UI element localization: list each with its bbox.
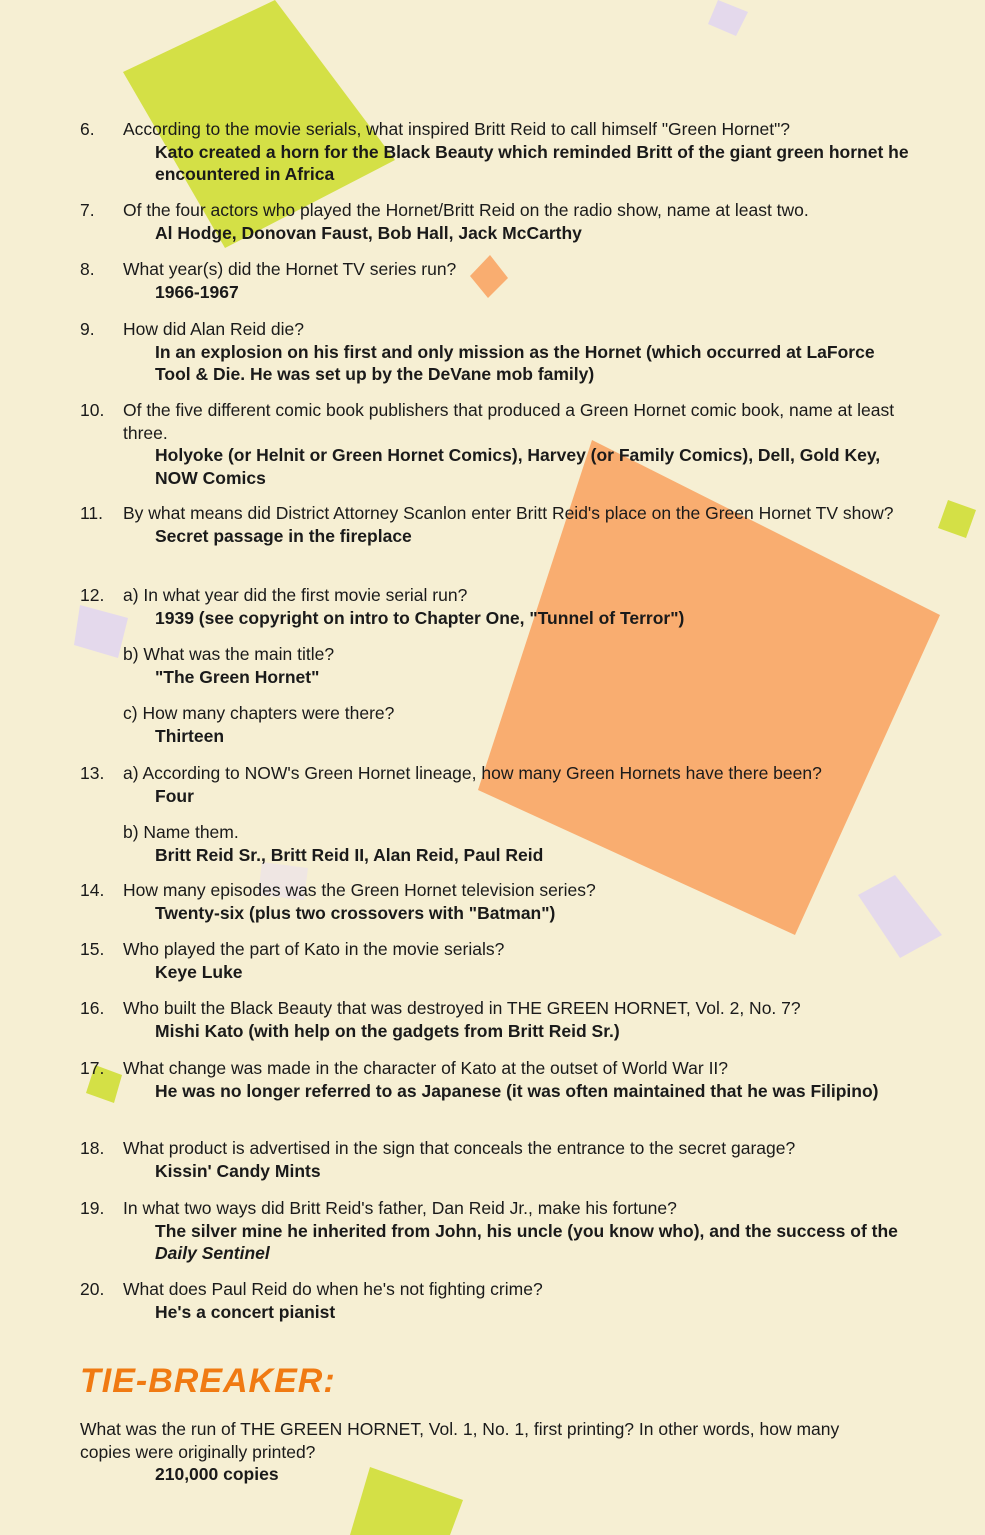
question-item <box>0 1197 985 1265</box>
question-text: Of the five different comic book publishers that produced a Green Hornet comic book, name at least three. <box>123 400 895 443</box>
tiebreaker-answer: 210,000 copies <box>155 1464 279 1484</box>
newspaper-title: Daily Sentinel <box>155 1243 270 1263</box>
question-item <box>0 399 985 489</box>
answer-text: In an explosion on his first and only mission as the Hornet (which occurred at LaForce Tool & Die. He was set up by the DeVane mob family) <box>155 341 875 384</box>
answer-text: 1939 (see copyright on intro to Chapter One, "Tunnel of Terror") <box>155 607 685 628</box>
answer-text: "The Green Hornet" <box>155 666 320 687</box>
question-number: 11. <box>80 503 104 523</box>
question-item <box>0 199 985 244</box>
question-number: 8. <box>80 259 95 279</box>
question-item <box>0 1057 985 1102</box>
question-number: 16. <box>80 998 105 1018</box>
answer-text: Kato created a horn for the Black Beauty which reminded Britt of the giant green hornet he encountered in Africa <box>155 141 909 184</box>
tiebreaker-block <box>80 1418 880 1486</box>
tiebreaker-heading: TIE-BREAKER: <box>80 1362 336 1400</box>
question-text: What product is advertised in the sign that conceals the entrance to the secret garage? <box>123 1138 796 1158</box>
question-item <box>0 938 985 983</box>
lavender-square-shape <box>708 0 748 36</box>
question-text: a) According to NOW's Green Hornet lineage, how many Green Hornets have there been? <box>123 763 822 783</box>
question-item <box>0 1278 985 1323</box>
question-text: What year(s) did the Hornet TV series run? <box>123 259 457 279</box>
answer-text: Thirteen <box>155 725 225 746</box>
question-number: 12. <box>80 585 105 605</box>
answer-text: Al Hodge, Donovan Faust, Bob Hall, Jack McCarthy <box>155 222 582 243</box>
question-text: c) How many chapters were there? <box>123 703 395 723</box>
answer-text: The silver mine he inherited from John, his uncle (you know who), and the success of the Daily Sentinel <box>155 1220 898 1263</box>
question-number: 6. <box>80 119 95 139</box>
question-number: 20. <box>80 1279 105 1299</box>
question-text: a) In what year did the first movie serial run? <box>123 585 468 605</box>
question-text: How many episodes was the Green Hornet television series? <box>123 880 596 900</box>
question-number: 9. <box>80 319 95 339</box>
question-item <box>0 502 985 547</box>
answer-text: Mishi Kato (with help on the gadgets from Britt Reid Sr.) <box>155 1020 620 1041</box>
question-item <box>0 997 985 1042</box>
answer-text: Britt Reid Sr., Britt Reid II, Alan Reid, Paul Reid <box>155 844 544 865</box>
question-text: Who built the Black Beauty that was destroyed in THE GREEN HORNET, Vol. 2, No. 7? <box>123 998 801 1018</box>
question-item <box>0 118 985 186</box>
question-item <box>0 762 985 866</box>
answer-text: He's a concert pianist <box>155 1301 336 1322</box>
answer-text: Twenty-six (plus two crossovers with "Batman") <box>155 902 556 923</box>
answer-text: Keye Luke <box>155 961 243 982</box>
question-item <box>0 584 985 747</box>
answer-text: Secret passage in the fireplace <box>155 525 412 546</box>
tiebreaker-question: What was the run of THE GREEN HORNET, Vol. 1, No. 1, first printing? In other words, how many copies were originally printed? <box>80 1419 840 1462</box>
question-text: What does Paul Reid do when he's not fighting crime? <box>123 1279 543 1299</box>
question-number: 19. <box>80 1198 105 1218</box>
question-number: 13. <box>80 763 105 783</box>
question-number: 15. <box>80 939 105 959</box>
question-item <box>0 1137 985 1182</box>
question-text: Of the four actors who played the Hornet/Britt Reid on the radio show, name at least two. <box>123 200 809 220</box>
answer-text: Four <box>155 785 194 806</box>
question-item <box>0 258 985 303</box>
question-text: In what two ways did Britt Reid's father, Dan Reid Jr., make his fortune? <box>123 1198 677 1218</box>
answer-text: 1966-1967 <box>155 281 239 302</box>
question-text: b) What was the main title? <box>123 644 335 664</box>
question-text: What change was made in the character of Kato at the outset of World War II? <box>123 1058 729 1078</box>
question-number: 7. <box>80 200 95 220</box>
question-item <box>0 879 985 924</box>
question-text: By what means did District Attorney Scanlon enter Britt Reid's place on the Green Hornet TV show? <box>123 503 894 523</box>
question-number: 17. <box>80 1058 105 1078</box>
answer-text: Kissin' Candy Mints <box>155 1160 321 1181</box>
answer-text: He was no longer referred to as Japanese (it was often maintained that he was Filipino) <box>155 1080 879 1101</box>
question-number: 14. <box>80 880 105 900</box>
question-number: 18. <box>80 1138 105 1158</box>
question-text: b) Name them. <box>123 822 239 842</box>
question-text: Who played the part of Kato in the movie serials? <box>123 939 505 959</box>
question-number: 10. <box>80 400 105 420</box>
question-text: How did Alan Reid die? <box>123 319 304 339</box>
answer-text: Holyoke (or Helnit or Green Hornet Comics), Harvey (or Family Comics), Dell, Gold Key, NOW Comics <box>155 445 881 488</box>
question-item <box>0 318 985 386</box>
question-text: According to the movie serials, what inspired Britt Reid to call himself "Green Hornet"? <box>123 119 791 139</box>
